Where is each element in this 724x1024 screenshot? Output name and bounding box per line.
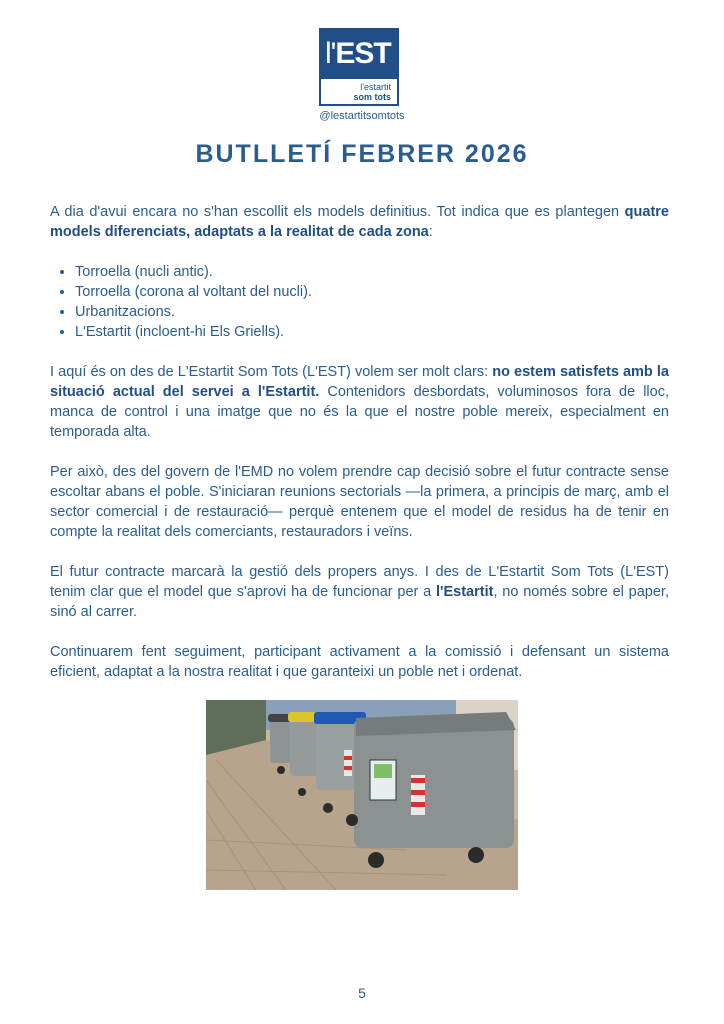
paragraph-followup: Continuarem fent seguiment, participant activament a la comissió i defensant un sistema eficient, adaptat a la nostra realitat i que garanteixi un poble net i ordenat.: [50, 644, 669, 680]
list-item: • Torroella (nucli antic).: [75, 262, 675, 282]
paragraph-intro: A dia d'avui encara no s'han escollit els models definitius. Tot indica que es plantegen quatre models diferenciats, adaptats a la realitat de cada zona:: [50, 204, 669, 240]
zone-list: [50, 262, 675, 342]
page-title: BUTLLETÍ FEBRER 2026: [195, 140, 529, 168]
list-item: • Torroella (corona al voltant del nucli).: [75, 282, 675, 302]
paragraph-contract: El futur contracte marcarà la gestió dels propers anys. I des de L'Estartit Som Tots (L'EST) tenim clar que el model que s'aprovi ha de funcionar per a l'Estartit, no només sobre el paper, sinó al carrer.: [50, 564, 669, 620]
list-item: • Urbanitzacions.: [75, 302, 675, 322]
logo: [319, 28, 399, 106]
paragraph-consultation: Per això, des del govern de l'EMD no volem prendre cap decisió sobre el futur contracte sense escoltar abans el poble. S'iniciaran reunions sectorials —la primera, a principis de març, amb el sector comercial i de restauració— perquè entenem que el model de residus ha de tenir en compte la realitat dels comerciants, restauradors i veïns.: [50, 464, 669, 540]
page-number: 5: [358, 985, 366, 1001]
list-item: • L'Estartit (incloent-hi Els Griells).: [75, 322, 675, 342]
waste-containers-photo: [206, 700, 518, 890]
logo-wordmark: l'EST: [325, 37, 391, 70]
logo-tagline: l'estartit som tots: [320, 78, 398, 105]
social-handle: @lestartitsomtots: [319, 110, 405, 122]
paragraph-position: I aquí és on des de L'Estartit Som Tots (L'EST) volem ser molt clars: no estem satisfets amb la situació actual del servei a l'Estartit. Contenidors desbordats, voluminosos fora de lloc, manca de control i una imatge que no és la que el nostre poble mereix, especialment en temporada alta.: [50, 364, 670, 440]
